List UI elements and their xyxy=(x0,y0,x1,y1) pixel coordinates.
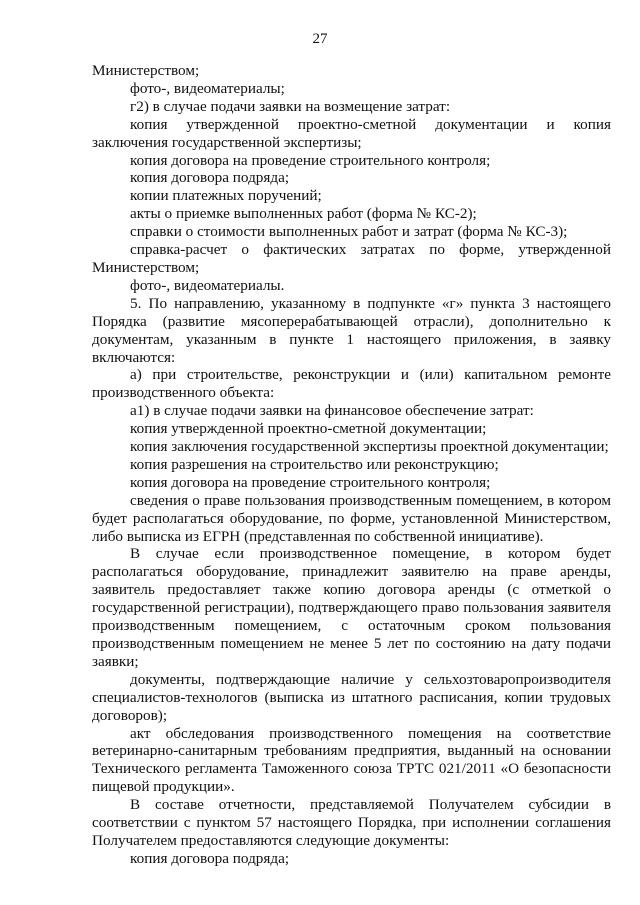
paragraph: копия договора подряда; xyxy=(130,169,290,187)
paragraph: копия договора подряда; xyxy=(130,849,290,867)
paragraph: справка-расчет о фактических затратах по форме, утвержденной Министерством; xyxy=(92,241,611,276)
paragraph: а) при строительстве, реконструкции и (или) капитальном ремонте производственного объекта: xyxy=(92,366,611,402)
paragraph: копия договора на проведение строительного контроля; xyxy=(130,473,491,491)
paragraph: копия договора на проведение строительного контроля; xyxy=(130,151,491,169)
paragraph: справки о стоимости выполненных работ и затрат (форма № КС-3); xyxy=(130,223,568,241)
paragraph: копия утвержденной проектно-сметной документации; xyxy=(130,420,487,438)
paragraph: Министерством; xyxy=(92,62,200,79)
paragraph: копия разрешения на строительство или реконструкцию; xyxy=(130,455,499,473)
paragraph: 5. По направлению, указанному в подпункте «г» пункта 3 настоящего Порядка (развитие мясоперерабатывающей отрасли), дополнительно к документам, указанным в пункте 1 настоящего приложения, в заявку включаются: xyxy=(92,294,611,366)
paragraph: В составе отчетности, представляемой Получателем субсидии в соответствии с пунктом 57 настоящего Порядка, при исполнении соглашения Получателем предоставляются следующие документы: xyxy=(92,796,611,849)
paragraph: копия утвержденной проектно-сметной документации и копия заключения государственной экспертизы; xyxy=(92,115,611,151)
paragraph: фото-, видеоматериалы; xyxy=(130,79,285,97)
paragraph: фото-, видеоматериалы. xyxy=(130,276,285,294)
document-body xyxy=(92,62,611,868)
paragraph: а1) в случае подачи заявки на финансовое обеспечение затрат: xyxy=(130,402,534,420)
paragraph: акты о приемке выполненных работ (форма № КС-2); xyxy=(130,205,477,223)
paragraph: г2) в случае подачи заявки на возмещение затрат: xyxy=(130,97,451,115)
paragraph: документы, подтверждающие наличие у сельхозтоваропроизводителя специалистов-технологов (выписка из штатного расписания, копии трудовых договоров); xyxy=(92,670,611,724)
paragraph: сведения о праве пользования производственным помещением, в котором будет располагаться оборудование, по форме, установленной Министерством, либо выписка из ЕГРН (представленная по собственной инициативе). xyxy=(92,491,611,545)
paragraph: В случае если производственное помещение, в котором будет располагаться оборудование, принадлежит заявителю на праве аренды, заявитель предоставляет также копию договора аренды (с отметкой о государственной регистрации), подтверждающего право пользования заявителя производственным помещением, с остаточным сроком пользования производственным помещением не менее 5 лет по состоянию на дату подачи заявки; xyxy=(92,545,611,670)
paragraph: акт обследования производственного помещения на соответствие ветеринарно-санитарным требованиям предприятия, выданный на основании Технического регламента Таможенного союза ТРТС 021/2011 «О безопасности пищевой продукции». xyxy=(92,724,611,796)
paragraph: копии платежных поручений; xyxy=(130,187,322,205)
paragraph: копия заключения государственной экспертизы проектной документации; xyxy=(130,438,609,456)
page-number: 27 xyxy=(312,31,328,47)
